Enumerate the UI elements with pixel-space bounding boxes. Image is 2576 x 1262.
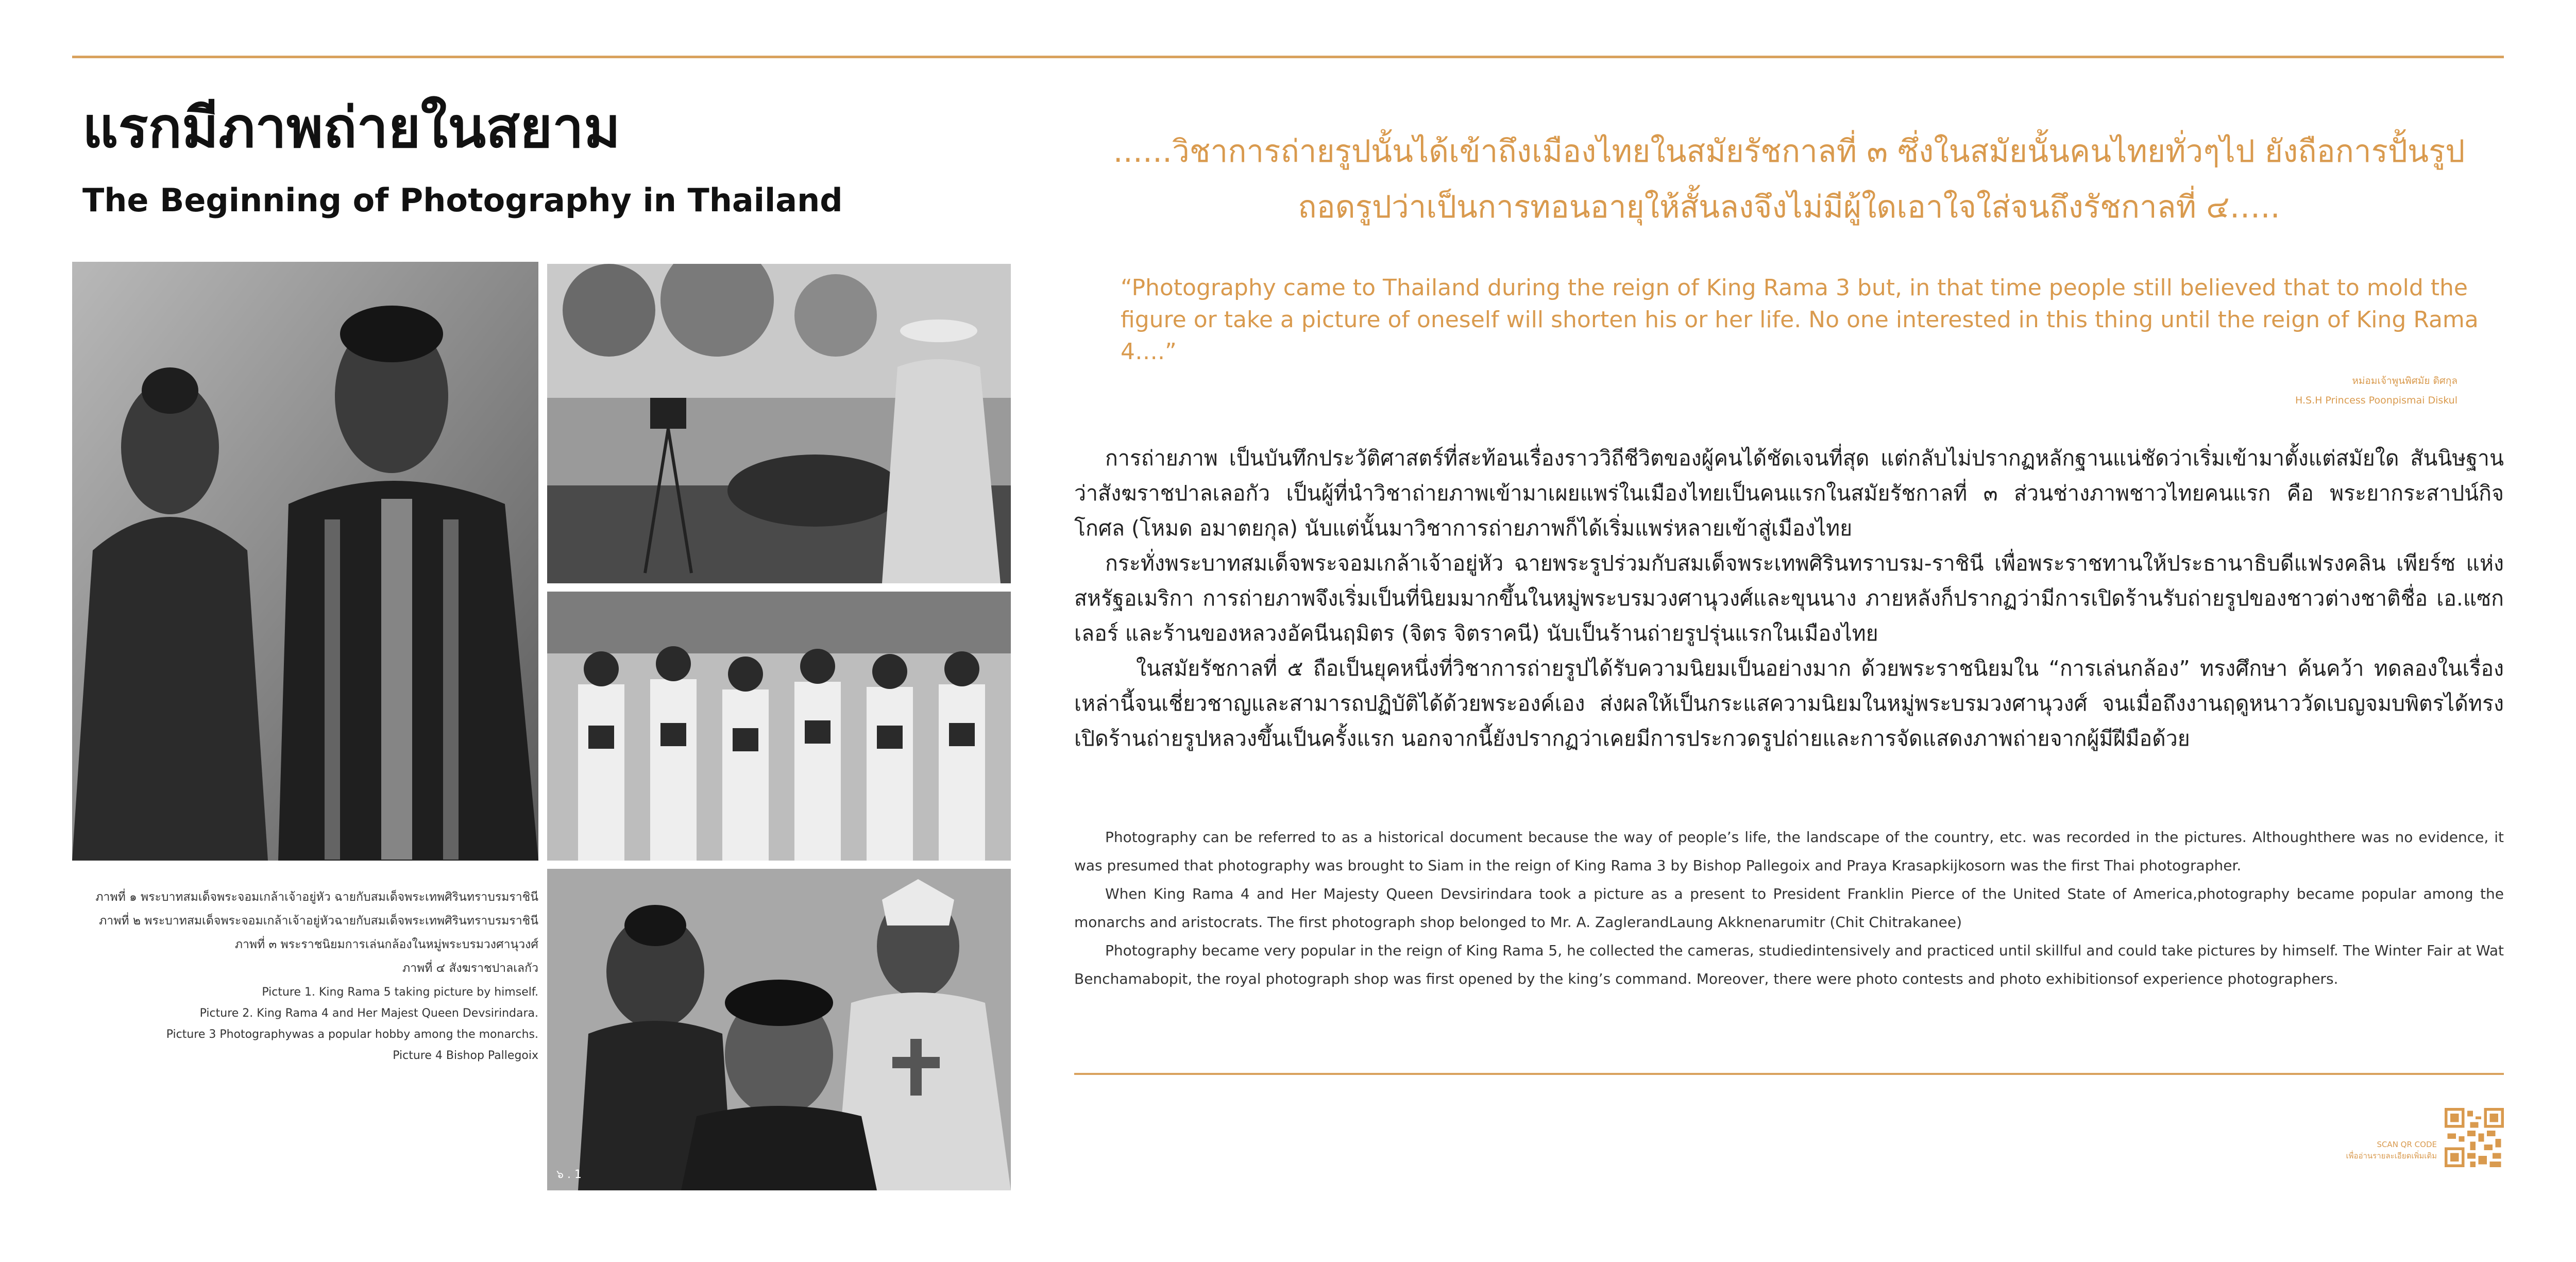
bottom-divider (1074, 1073, 2504, 1075)
qr-label-english: SCAN QR CODE (2377, 1140, 2437, 1149)
paragraph-th-1: การถ่ายภาพ เป็นบันทึกประวัติศาสตร์ที่สะท้อนเรื่องราววิถีชีวิตของผู้คนได้ชัดเจนที่สุด แต่กลับไม่ปรากฏหลักฐานแน่ชัดว่าเริ่มเข้ามาตั้งแต่สมัยใด สันนิษฐานว่าสังฆราชปาลเลอกัว เป็นผู้ที่นำวิชาถ่ายภาพเข้ามาเผยแพร่ในเมืองไทยเป็นคนแรกในสมัยรัชกาลที่ ๓ ส่วนช่างภาพชาวไทยคนแรก คือ พระยากระสาปน์กิจโกศล (โหมด อมาตยกุล) นับแต่นั้นมาวิชาการถ่ายภาพก็ได้เริ่มแพร่หลายเข้าสู่เมืองไทย (1074, 446, 2504, 541)
page-title-english: The Beginning of Photography in Thailand (82, 181, 843, 219)
quote-thai (1082, 124, 2496, 235)
paragraph-th-2: กระทั่งพระบาทสมเด็จพระจอมเกล้าเจ้าอยู่หัว ฉายพระรูปร่วมกับสมเด็จพระเทพศิรินทราบรม-ราชินี เพื่อพระราชทานให้ประธานาธิบดีแฟรงคลิน เพียร์ซ แห่งสหรัฐอเมริกา การถ่ายภาพจึงเริ่มเป็นที่นิยมมากขึ้นในหมู่พระบรมวงศานุวงศ์และขุนนาง ภายหลังก็ปรากฏว่ามีการเปิดร้านรับถ่ายรูปของชาวต่างชาติชื่อ เอ.แซกเลอร์ และร้านของหลวงอัคนีนฤมิตร (จิตร จิตราคนี) นับเป็นร้านถ่ายรูปรุ่นแรกในเมืองไทย (1074, 551, 2504, 646)
caption-th-3: ภาพที่ ๓ พระราชนิยมการเล่นกล้องในหมู่พระบรมวงศานุวงศ์ (234, 938, 538, 951)
photo-number: ๖ . 1 (556, 1168, 582, 1181)
photo-captions-thai (77, 885, 538, 980)
quote-thai-line-1: ......วิชาการถ่ายรูปนั้นได้เข้าถึงเมืองไทยในสมัยรัชกาลที่ ๓ ซึ่งในสมัยนั้นคนไทยทั่วๆไป ยังถือการปั้นรูป (1113, 133, 2465, 170)
caption-en-1: Picture 1. King Rama 5 taking picture by himself. (262, 986, 538, 999)
caption-en-4: Picture 4 Bishop Pallegoix (393, 1049, 538, 1062)
caption-th-2: ภาพที่ ๒ พระบาทสมเด็จพระจอมเกล้าเจ้าอยู่หัวฉายกับสมเด็จพระเทพศิรินทราบรมราชินี (99, 914, 538, 928)
photo-children-with-cameras (547, 592, 1011, 861)
paragraph-en-2: When King Rama 4 and Her Majesty Queen Devsirindara took a picture as a present to President Franklin Pierce of the United State of America,photography became popular among the monarchs and aristocrats. The first photograph shop belonged to Mr. A. ZaglerandLaung Akknenarumitr (Chit Chitrakanee) (1074, 885, 2504, 931)
caption-en-3: Picture 3 Photographywas a popular hobby among the monarchs. (166, 1028, 538, 1041)
caption-en-2: Picture 2. King Rama 4 and Her Majest Queen Devsirindara. (199, 1007, 538, 1020)
quote-thai-line-2: ถอดรูปว่าเป็นการทอนอายุให้สั้นลงจึงไม่มีผู้ใดเอาใจใส่จนถึงรัชกาลที่ ๔….. (1298, 189, 2280, 225)
page-title-thai: แรกมีภาพถ่ายในสยาม (82, 96, 621, 160)
top-divider (72, 56, 2504, 58)
photo-royal-couple (72, 262, 538, 861)
quote-attribution (2164, 371, 2458, 410)
caption-th-1: ภาพที่ ๑ พระบาทสมเด็จพระจอมเกล้าเจ้าอยู่หัว ฉายกับสมเด็จพระเทพศิรินทราบรมราชินี (95, 890, 538, 904)
qr-label-thai: เพื่ออ่านรายละเอียดเพิ่มเติม (2346, 1151, 2437, 1160)
photo-king-taking-picture (547, 264, 1011, 583)
paragraph-th-3: ในสมัยรัชกาลที่ ๕ ถือเป็นยุคหนึ่งที่วิชาการถ่ายรูปได้รับความนิยมเป็นอย่างมาก ด้วยพระราชนิยมใน “การเล่นกล้อง” ทรงศึกษา ค้นคว้า ทดลองในเรื่องเหล่านี้จนเชี่ยวชาญและสามารถปฏิบัติได้ด้วยพระองค์เอง ส่งผลให้เป็นกระแสความนิยมในหมู่พระบรมวงศานุวงศ์ จนเมื่อถึงงานฤดูหนาววัดเบญจมบพิตรได้ทรงเปิดร้านถ่ายรูปหลวงขึ้นเป็นครั้งแรก นอกจากนี้ยังปรากฏว่าเคยมีการประกวดรูปถ่ายและการจัดแสดงภาพถ่ายจากผู้มีฝีมือด้วย (1074, 656, 2504, 751)
body-text-thai (1074, 441, 2504, 756)
body-text-english (1074, 823, 2504, 993)
caption-th-4: ภาพที่ ๔ สังฆราชปาลเลกัว (402, 962, 538, 975)
photo-captions-english (77, 982, 538, 1066)
quote-english: “Photography came to Thailand during the reign of King Rama 3 but, in that time people still believed that to mold the figure or take a picture of oneself will shorten his or her life. No one interested in this thing until the reign of King Rama 4….” (1121, 275, 2479, 365)
attribution-english: H.S.H Princess Poonpismai Diskul (2295, 395, 2458, 406)
qr-label (2282, 1139, 2437, 1162)
photo-bishop-pallegoix (547, 869, 1011, 1190)
qr-code-icon[interactable] (2445, 1108, 2504, 1167)
paragraph-en-3: Photography became very popular in the reign of King Rama 5, he collected the cameras, studiedintensively and practiced until skillful and could take pictures by himself. The Winter Fair at Wat Benchamabopit, the royal photograph shop was first opened by the king’s command. Moreover, there were photo contests and photo exhibitionsof experience photographers. (1074, 942, 2504, 987)
attribution-thai: หม่อมเจ้าพูนพิศมัย ดิศกุล (2352, 375, 2458, 386)
paragraph-en-1: Photography can be referred to as a historical document because the way of people’s life, the landscape of the country, etc. was recorded in the pictures. Althoughthere was no evidence, it was presumed that photography was brought to Siam in the reign of King Rama 3 by Bishop Pallegoix and Praya Krasapkijkosorn was the first Thai photographer. (1074, 829, 2504, 874)
